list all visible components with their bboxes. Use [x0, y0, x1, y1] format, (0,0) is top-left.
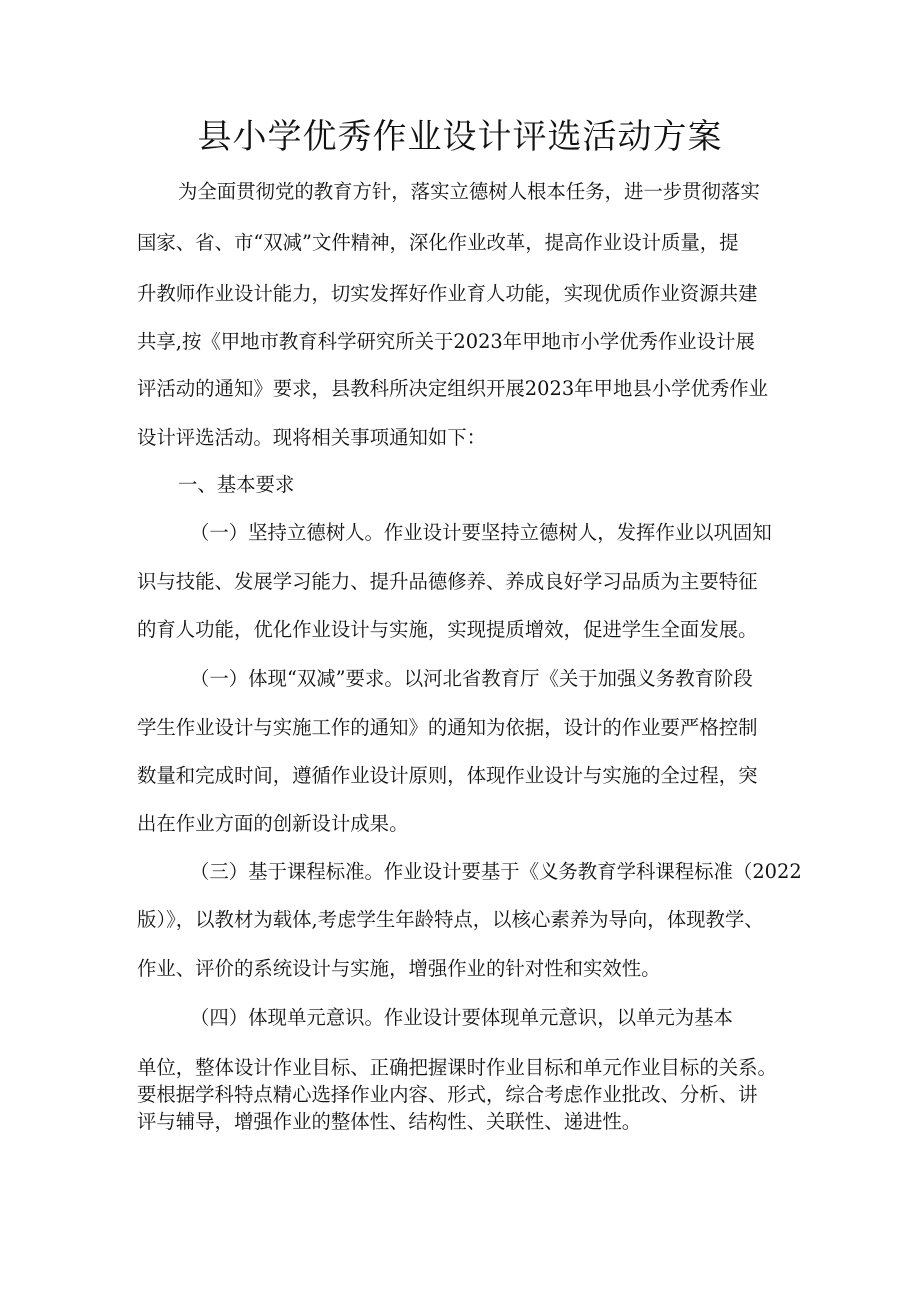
paragraph-line: （三）基于课程标准。作业设计要基于《义务教育学科课程标准（2022: [190, 860, 802, 883]
paragraph-line: 的育人功能，优化作业设计与实施，实现提质增效，促进学生全面发展。: [137, 618, 758, 641]
paragraph-line: 评活动的通知》要求，县教科所决定组织开展2023年甲地县小学优秀作业: [137, 377, 769, 400]
paragraph-line: 评与辅导，增强作业的整体性、结构性、关联性、递进性。: [137, 1110, 642, 1133]
paragraph-line: 出在作业方面的创新设计成果。: [137, 812, 409, 835]
section-heading: 一、基本要求: [178, 473, 295, 496]
paragraph-line: 设计评选活动。现将相关事项通知如下：: [137, 426, 487, 449]
paragraph-line: （一）体现“双减”要求。以河北省教育厅《关于加强义务教育阶段: [190, 667, 753, 690]
paragraph-line: 学生作业设计与实施工作的通知》的通知为依据，设计的作业要严格控制: [137, 716, 758, 739]
paragraph-line: 为全面贯彻党的教育方针，落实立德树人根本任务，进一步贯彻落实: [178, 180, 760, 203]
paragraph-line: 单位，整体设计作业目标、正确把握课时作业目标和单元作业目标的关系。: [137, 1056, 777, 1079]
paragraph-line: 版）》，以教材为载体,考虑学生年龄特点，以核心素养为导向，体现教学、: [137, 908, 764, 931]
document-title: 县小学优秀作业设计评选活动方案: [197, 117, 723, 157]
paragraph-line: 共享,按《甲地市教育科学研究所关于2023年甲地市小学优秀作业设计展: [137, 330, 755, 353]
paragraph-line: 数量和完成时间，遵循作业设计原则，体现作业设计与实施的全过程，突: [137, 764, 758, 787]
paragraph-line: 识与技能、发展学习能力、提升品德修养、养成良好学习品质为主要特征: [137, 570, 758, 593]
paragraph-line: 国家、省、市“双减”文件精神，深化作业改革，提高作业设计质量，提: [137, 231, 739, 254]
paragraph-line: 升教师作业设计能力，切实发挥好作业育人功能，实现优质作业资源共建: [137, 282, 758, 305]
paragraph-line: （一）坚持立德树人。作业设计要坚持立德树人，发挥作业以巩固知: [190, 521, 772, 544]
paragraph-line: （四）体现单元意识。作业设计要体现单元意识，以单元为基本: [190, 1006, 733, 1029]
paragraph-line: 作业、评价的系统设计与实施，增强作业的针对性和实效性。: [137, 957, 661, 980]
paragraph-line: 要根据学科特点精心选择作业内容、形式，综合考虑作业批改、分析、讲: [137, 1083, 758, 1106]
